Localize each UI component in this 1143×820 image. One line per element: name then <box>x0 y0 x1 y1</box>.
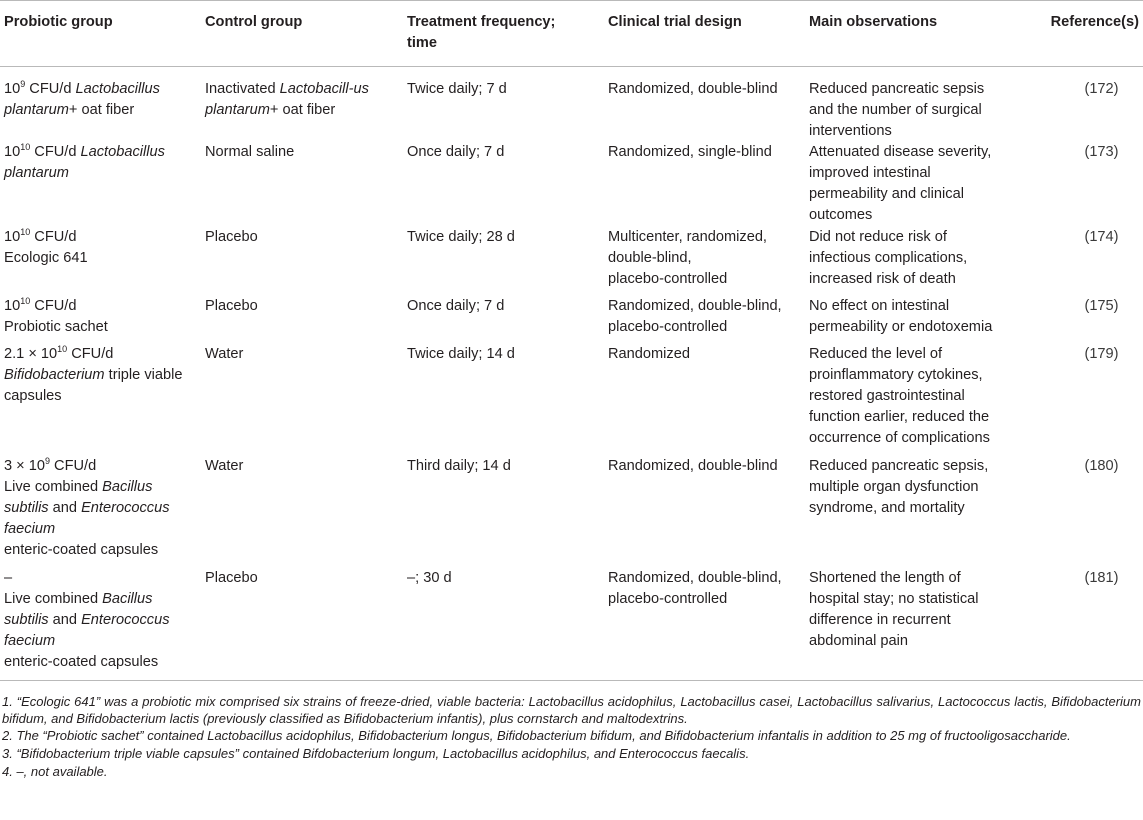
species-name: Lactobacillus <box>75 81 160 97</box>
footnote: 2. The “Probiotic sachet” contained Lactobacillus acidophilus, Bifidobacterium longus, Bifidobacterium bifidum, and Bifidobacterium infantalis in addition to 25 mg of fructooligosaccharide. <box>2 728 1071 744</box>
probiotic-cell <box>0 142 201 227</box>
frequency-cell: –; 30 d <box>407 570 452 586</box>
reference-cell <box>1014 227 1143 296</box>
observations-cell: Attenuated disease severity, improved intestinal permeability and clinical outcomes <box>809 144 992 223</box>
reference-link[interactable]: (173) <box>1084 144 1119 160</box>
frequency-cell: Twice daily; 14 d <box>407 346 515 362</box>
table-body <box>0 67 1143 674</box>
observations-cell: Reduced pancreatic sepsis and the number of surgical interventions <box>809 81 985 139</box>
frequency-cell: Once daily; 7 d <box>407 298 505 314</box>
design-cell: Randomized <box>608 346 690 362</box>
table-row <box>0 344 1143 456</box>
control-cell: Placebo <box>205 298 258 314</box>
probiotic-cell <box>0 67 201 143</box>
header-frequency-line1: Treatment frequency; <box>407 14 556 30</box>
frequency-cell: Twice daily; 28 d <box>407 229 515 245</box>
dose-not-available: – <box>4 570 13 586</box>
species-name: Enterococcus faecium <box>4 500 170 537</box>
dose-base: 3 × 10 <box>4 458 45 474</box>
dose-exponent: 9 <box>20 79 26 89</box>
design-line: double-blind, <box>608 250 692 266</box>
design-cell: Randomized, single-blind <box>608 144 772 160</box>
dose-unit: CFU/d <box>67 346 114 362</box>
dose-unit: CFU/d <box>30 144 81 160</box>
species-name: plantarum <box>4 165 69 181</box>
table-row <box>0 456 1143 568</box>
design-cell <box>604 568 805 673</box>
probiotic-name: Live combined <box>4 479 103 495</box>
reference-link[interactable]: (181) <box>1084 570 1119 586</box>
design-cell: Randomized, double-blind <box>608 81 778 97</box>
table-row <box>0 67 1143 143</box>
probiotic-cell <box>0 227 201 296</box>
reference-cell <box>1014 568 1143 673</box>
header-main-observations: Main observations <box>805 1 1014 67</box>
reference-link[interactable]: (174) <box>1084 229 1119 245</box>
control-cell: Placebo <box>205 570 258 586</box>
dose-base: 10 <box>4 298 21 314</box>
design-line: placebo-controlled <box>608 319 728 335</box>
observations-cell: Shortened the length of hospital stay; no statistical difference in recurrent abdominal pain <box>809 570 979 649</box>
observations-cell: No effect on intestinal permeability or endotoxemia <box>809 298 993 335</box>
probiotic-extra: triple viable capsules <box>4 367 183 404</box>
dose-exponent: 9 <box>44 456 50 466</box>
table-row <box>0 568 1143 673</box>
reference-link[interactable]: (172) <box>1084 81 1119 97</box>
frequency-cell: Twice daily; 7 d <box>407 81 507 97</box>
design-line: placebo-controlled <box>608 591 728 607</box>
footnote: 3. “Bifidobacterium triple viable capsules” contained Bifdobacterium longum, Lactobacillus acidophilus, and Enterococcus faecalis. <box>2 745 750 761</box>
control-cell: Normal saline <box>205 144 295 160</box>
probiotic-cell <box>0 568 201 673</box>
dose-unit: CFU/d <box>50 458 97 474</box>
probiotic-name: Ecologic 641 <box>4 250 88 266</box>
reference-cell <box>1014 142 1143 227</box>
reference-cell <box>1014 456 1143 568</box>
probiotic-extra: enteric-coated capsules <box>4 654 159 670</box>
probiotic-cell <box>0 456 201 568</box>
dose-exponent: 10 <box>20 142 31 152</box>
species-name: Lactobacillus <box>80 144 165 160</box>
dose-base: 2.1 × 10 <box>4 346 58 362</box>
probiotic-name: Probiotic sachet <box>4 319 108 335</box>
footnote: 4. –, not available. <box>2 763 108 779</box>
dose-exponent: 10 <box>20 227 31 237</box>
footnote: 1. “Ecologic 641” was a probiotic mix comprised six strains of freeze-dried, viable bacteria: Lactobacillus acidophilus, Lactobacillus casei, Lactobacillus salivarius, Lactococcus lactis, Bifidobacterium bifidum, and Bifidobacterium lactis (previously classified as Bifidobacterium infantis), plus cornstarch and maltodextrins. <box>2 694 1141 727</box>
design-cell: Randomized, double-blind <box>608 458 778 474</box>
control-cell: Water <box>205 458 244 474</box>
dose-base: 10 <box>4 144 21 160</box>
observations-cell: Reduced the level of proinflammatory cytokines, restored gastrointestinal function earlier, reduced the occurrence of complications <box>809 346 990 446</box>
header-clinical-trial-design: Clinical trial design <box>604 1 805 67</box>
table-row <box>0 296 1143 344</box>
species-name: plantarum <box>205 102 270 118</box>
dose-exponent: 10 <box>20 296 31 306</box>
dose-unit: CFU/d <box>30 229 77 245</box>
species-name: Lactobacill-us <box>279 81 369 97</box>
reference-cell <box>1014 67 1143 143</box>
design-cell <box>604 227 805 296</box>
dose-base: 10 <box>4 81 21 97</box>
header-references: Reference(s) <box>1014 1 1143 67</box>
table-row <box>0 142 1143 227</box>
probiotic-cell <box>0 296 201 344</box>
species-name: Bacillus subtilis <box>4 479 153 516</box>
table-row <box>0 227 1143 296</box>
species-name: Enterococcus faecium <box>4 612 170 649</box>
observations-cell: Reduced pancreatic sepsis, multiple organ dysfunction syndrome, and mortality <box>809 458 989 516</box>
table-header <box>0 1 1143 67</box>
species-name: Bacillus subtilis <box>4 591 153 628</box>
control-cell: Placebo <box>205 229 258 245</box>
probiotic-extra: enteric-coated capsules <box>4 542 159 558</box>
design-cell <box>604 296 805 344</box>
frequency-cell: Third daily; 14 d <box>407 458 511 474</box>
header-probiotic-group: Probiotic group <box>0 1 201 67</box>
design-line: Randomized, double-blind, <box>608 570 782 586</box>
reference-cell <box>1014 296 1143 344</box>
reference-link[interactable]: (175) <box>1084 298 1119 314</box>
header-frequency-line2: time <box>407 35 438 51</box>
dose-unit: CFU/d <box>25 81 76 97</box>
header-control-group: Control group <box>201 1 403 67</box>
control-cell: Water <box>205 346 244 362</box>
probiotic-name: Live combined <box>4 591 103 607</box>
reference-link[interactable]: (180) <box>1084 458 1119 474</box>
probiotic-extra: + oat fiber <box>68 102 135 118</box>
dose-base: 10 <box>4 229 21 245</box>
conjunction: and <box>48 500 82 516</box>
design-line: Randomized, double-blind, <box>608 298 782 314</box>
probiotic-cell <box>0 344 201 456</box>
control-cell <box>201 67 403 143</box>
dose-exponent: 10 <box>57 344 68 354</box>
species-name: plantarum <box>4 102 69 118</box>
control-extra: + oat fiber <box>269 102 336 118</box>
dose-unit: CFU/d <box>30 298 77 314</box>
reference-cell <box>1014 344 1143 456</box>
observations-cell: Did not reduce risk of infectious complications, increased risk of death <box>809 229 968 287</box>
reference-link[interactable]: (179) <box>1084 346 1119 362</box>
species-name: Bifidobacterium <box>4 367 105 383</box>
conjunction: and <box>48 612 82 628</box>
design-line: placebo-controlled <box>608 271 728 287</box>
design-line: Multicenter, randomized, <box>608 229 767 245</box>
control-prefix: Inactivated <box>205 81 280 97</box>
table-footnotes <box>0 680 1143 780</box>
header-treatment-frequency <box>403 1 604 67</box>
frequency-cell: Once daily; 7 d <box>407 144 505 160</box>
